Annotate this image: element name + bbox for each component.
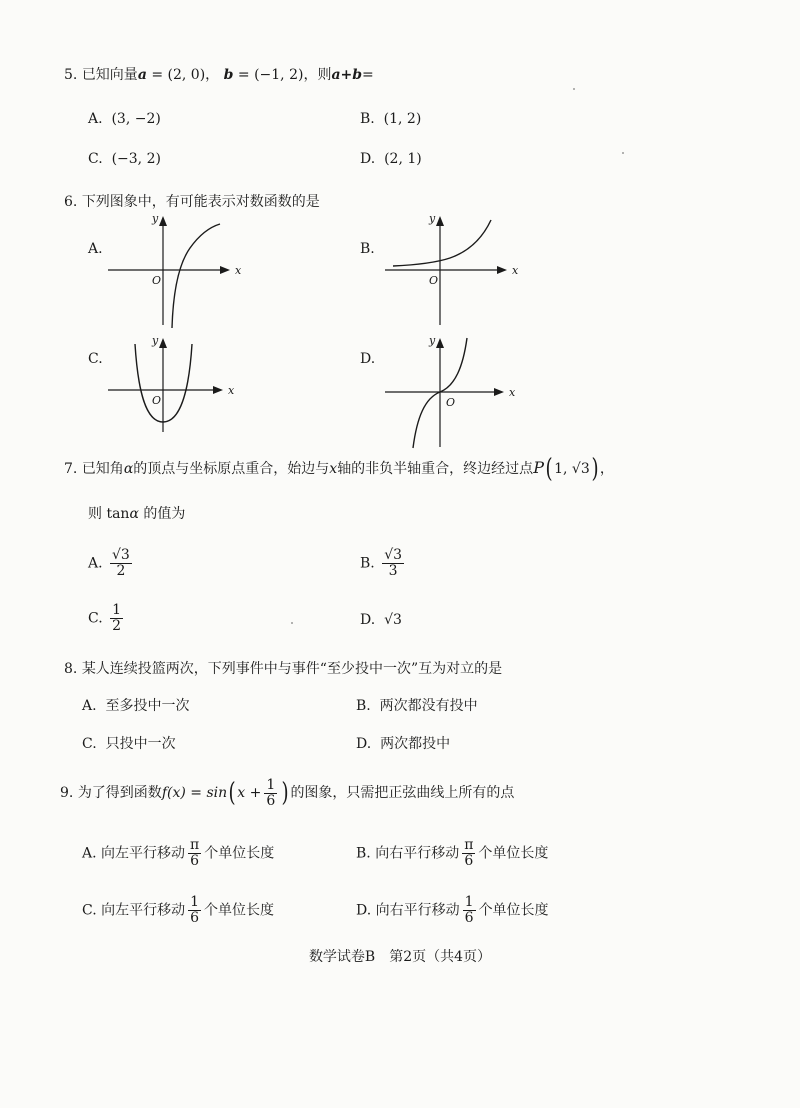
scan-speck bbox=[622, 152, 624, 154]
y-axis-arrow bbox=[436, 338, 444, 348]
q5-stem: 5. 已知向量a = (2, 0)， b = (−1, 2)，则a+b= bbox=[64, 67, 374, 83]
q6-option-c-label[interactable]: C. bbox=[88, 351, 103, 367]
q9-number: 9. bbox=[60, 785, 74, 801]
x-axis-arrow bbox=[220, 266, 230, 274]
q6-number: 6. bbox=[64, 194, 78, 210]
origin-label: O bbox=[152, 274, 162, 287]
q5-number: 5. bbox=[64, 67, 78, 83]
scan-speck bbox=[573, 88, 575, 90]
q6-option-a-label[interactable]: A. bbox=[88, 241, 103, 257]
q6-graph-c[interactable] bbox=[108, 332, 238, 437]
x-label: x bbox=[235, 264, 242, 277]
q8-option-c[interactable]: C. 只投中一次 bbox=[82, 736, 176, 752]
q8-option-d[interactable]: D. 两次都投中 bbox=[356, 736, 451, 752]
scan-speck bbox=[291, 622, 293, 624]
y-label: y bbox=[152, 334, 159, 347]
y-axis-arrow bbox=[159, 338, 167, 348]
q6-stem: 6. 下列图象中，有可能表示对数函数的是 bbox=[64, 194, 320, 210]
q6-option-d-label[interactable]: D. bbox=[360, 351, 376, 367]
q7-stem-line2: 则 tanα 的值为 bbox=[88, 506, 186, 522]
q8-option-a[interactable]: A. 至多投中一次 bbox=[82, 698, 190, 714]
origin-label: O bbox=[429, 274, 439, 287]
y-axis-arrow bbox=[159, 216, 167, 226]
q7-option-c[interactable]: C. $\frac{1}{2}$ bbox=[88, 602, 122, 634]
curve bbox=[393, 220, 491, 266]
curve bbox=[172, 224, 220, 328]
q5-option-a[interactable]: A. (3, −2) bbox=[88, 111, 161, 127]
q9-option-c[interactable]: C. 向左平行移动 $\frac{1}{6}$ 个单位长度 bbox=[82, 894, 275, 926]
x-label: x bbox=[509, 386, 516, 399]
q7-option-b[interactable]: B. $\frac{√3}{3}$ bbox=[360, 547, 403, 579]
q6-graph-a[interactable] bbox=[108, 210, 242, 330]
x-label: x bbox=[228, 384, 235, 397]
q5-option-b[interactable]: B. (1, 2) bbox=[360, 111, 422, 127]
page-footer: 数学试卷B 第2页（共4页） bbox=[308, 949, 492, 965]
q6-option-b-label[interactable]: B. bbox=[360, 241, 375, 257]
x-axis-arrow bbox=[213, 386, 223, 394]
y-axis-arrow bbox=[436, 216, 444, 226]
q7-number: 7. bbox=[64, 461, 78, 477]
q6-graph-b[interactable] bbox=[385, 210, 519, 330]
q8-number: 8. bbox=[64, 661, 78, 677]
q5-option-c[interactable]: C. (−3, 2) bbox=[88, 151, 161, 167]
y-label: y bbox=[429, 212, 436, 225]
q5-option-d[interactable]: D. (2, 1) bbox=[360, 151, 422, 167]
origin-label: O bbox=[152, 394, 162, 407]
q8-option-b[interactable]: B. 两次都没有投中 bbox=[356, 698, 478, 714]
q9-stem: 9. 为了得到函数f(x) = sin( x + $\frac{1}{6}$ ) 的图象，只需把正弦曲线上所有的点 bbox=[60, 776, 515, 809]
y-label: y bbox=[152, 212, 159, 225]
x-axis-arrow bbox=[497, 266, 507, 274]
origin-label: O bbox=[446, 396, 456, 409]
q6-graph-d[interactable] bbox=[385, 332, 515, 452]
q7-option-d[interactable]: D. √3 bbox=[360, 612, 402, 628]
q8-stem: 8. 某人连续投篮两次，下列事件中与事件“至少投中一次”互为对立的是 bbox=[64, 661, 503, 677]
q7-option-a[interactable]: A. $\frac{√3}{2}$ bbox=[88, 547, 130, 579]
q9-option-b[interactable]: B. 向右平行移动 $\frac{\pi}{6}$ 个单位长度 bbox=[356, 837, 549, 869]
q9-option-d[interactable]: D. 向右平行移动 $\frac{1}{6}$ 个单位长度 bbox=[356, 894, 549, 926]
x-label: x bbox=[512, 264, 519, 277]
q9-option-a[interactable]: A. 向左平行移动 $\frac{\pi}{6}$ 个单位长度 bbox=[82, 837, 275, 869]
y-label: y bbox=[429, 334, 436, 347]
x-axis-arrow bbox=[494, 388, 504, 396]
q7-stem-line1: 7. 已知角α的顶点与坐标原点重合，始边与x轴的非负半轴重合，终边经过点P( 1, √3) ， bbox=[64, 454, 614, 484]
